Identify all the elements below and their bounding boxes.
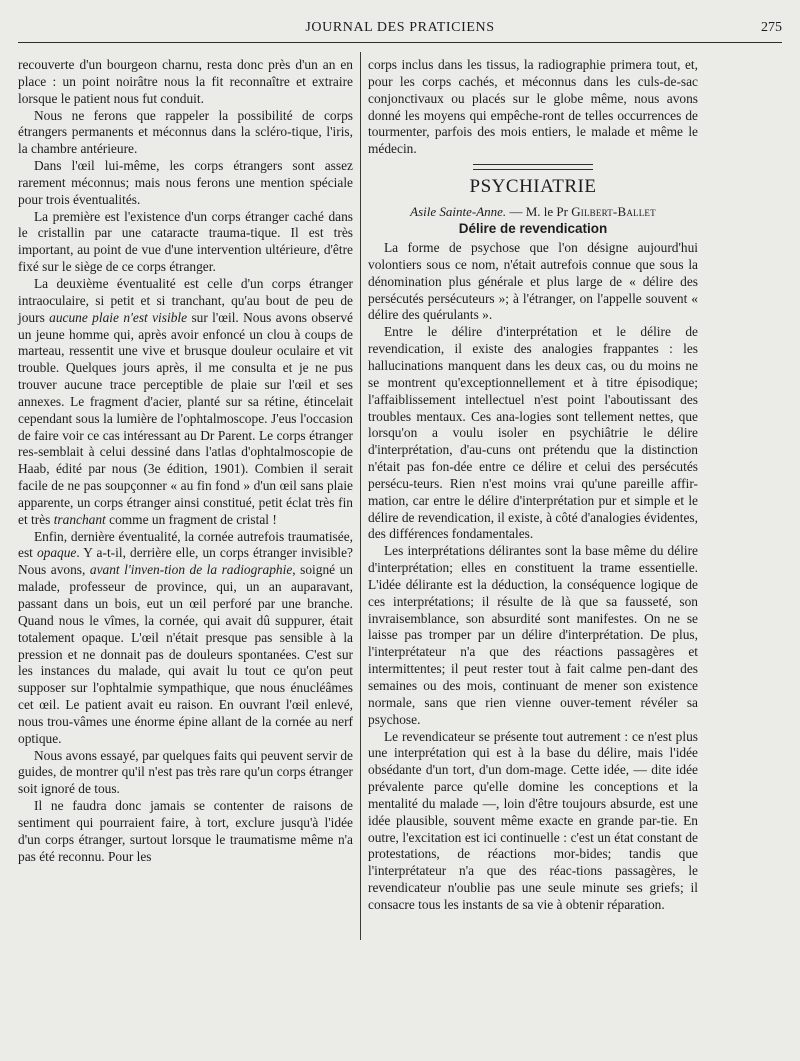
header-rule xyxy=(18,42,782,43)
text-run: sur l'œil. Nous avons observé un jeune homme qui, après avoir enfoncé un clou à coups de marteau, ressentit une vive et brusque douleur oculaire et vit trouble. Quelques jours après, il me consulta et je ne pus trouver aucune trace perceptible de plaie sur l'œil et ses annexes. Le fragment d'acier, planté sur sa rétine, étincelait cependant sous la lumière de l'ophtalmoscope. J'eus l'occasion de faire voir ce cas intéressant au Dr Parent. Le corps étranger res-semblait à celui dessiné dans l'atlas d'ophtalmoscopie de Haab, édité par nous (3e édition, 1901). Combien il serait facile de ne pas soupçonner « au fin fond » d'un œil sans plaie apparente, un corps étranger ainsi constitué, petit éclat très fin et très xyxy=(18,309,353,527)
byline-author: Gilbert-Ballet xyxy=(571,204,656,220)
italic-run: tranchant xyxy=(53,511,106,527)
paragraph: Nous ne ferons que rappeler la possibilité de corps étrangers permanents et méconnus dans la scléro-tique, l'iris, la chambre antérieure. xyxy=(18,107,353,157)
byline xyxy=(368,204,698,220)
text-run: , soigné un malade, professeur de province, qui, un an auparavant, passant dans un bois, eut un œil perforé par une branche. Quand nous le vîmes, la cornée, qui avait dû suppurer, était totalement opaque. L'œil n'était presque pas sensible à la pression et ne donnait pas de douleurs spontanées. C'est sur les instances du malade, qui avait lu tout ce qu'on peut supposer sur l'ophtalmie sympathique, que nous énucléâmes cet œil. Le patient avait eu raison. En ouvrant l'œil enlevé, nous trou-vâmes une énorme épine allant de la cornée au nerf optique. xyxy=(18,562,353,746)
paragraph: Le revendicateur se présente tout autrement : ce n'est plus une interprétation qui est à la base du délire, mais l'idée obsédante d'un tort, d'un dom-mage. Cette idée, — dite idée prévalente parce qu'elle domine les conceptions et la mentalité du malade —, loin d'être toujours absurde, est une idée plausible, souvent même exacte en grande par-tie. En outre, l'excitation est ici continuelle : c'est un état constant de protestations, de réactions mor-bides; tandis que l'interprétateur n'a que des réac-tions passagères, le revendicateur n'oublie pas une seule minute ses griefs; il consacre tous les instants de sa vie à obtenir réparation. xyxy=(368,728,698,912)
page-number: 275 xyxy=(761,20,782,35)
italic-run: avant l'inven-tion de la radiographie xyxy=(89,562,293,578)
paragraph: Entre le délire d'interprétation et le délire de revendication, il existe des analogies frappantes : les hallucinations manquent dans les deux cas, ou du moins ne se montrent qu'exceptionnellement et à titre épisodique; l'affaiblissement intellectuel n'est point l'aboutissant des troubles mentaux. Ces ana-logies sont tellement nettes, que lorsqu'on a voulu isoler en psychiâtrie le délire d'interprétation, d'au-cuns ont prétendu que la distinction n'était pas fon-dée entre ce délire et celui des persécutés persécu-teurs. Rien n'est moins vrai qu'une pareille affir-mation, car entre le délire d'interprétation pur et simple et le délire de revendication, il existe, à côté d'analogies évidentes, des différences fondamentales. xyxy=(368,324,698,542)
paragraph xyxy=(18,276,353,529)
paragraph: Dans l'œil lui-même, les corps étrangers sont assez rarement méconnus; mais nous ferons une mention spéciale pour trois éventualités. xyxy=(18,158,353,207)
section-separator xyxy=(473,164,593,170)
paragraph: La forme de psychose que l'on désigne aujourd'hui volontiers sous ce nom, n'était autrefois connue que sous la dénomination plus générale et plus large de « délire des persécutés persécuteurs »; à l'étranger, on l'appelle souvent « délire des quérulants ». xyxy=(368,240,698,323)
paragraph: Il ne faudra donc jamais se contenter de raisons de sentiment qui pourraient faire, à tort, exclure jusqu'à l'idée d'un corps étranger, surtout lorsque le traumatisme même n'a pas été reconnu. Pour les xyxy=(18,798,353,864)
running-head xyxy=(18,20,782,40)
article-subtitle: Délire de revendication xyxy=(458,221,608,237)
right-column xyxy=(368,57,698,914)
section-title: PSYCHIATRIE xyxy=(469,176,597,198)
italic-run: aucune plaie n'est visible xyxy=(49,309,188,325)
italic-run: opaque xyxy=(36,545,77,561)
byline-institution: Asile Sainte-Anne. xyxy=(410,204,507,220)
text-run: Enfin, dernière éventualité, la cornée autrefois traumatisée, est xyxy=(18,528,353,561)
paragraph: corps inclus dans les tissus, la radiographie primera tout, et, pour les corps cachés, et méconnus dans les culs-de-sac conjonctivaux ou placés sur le globe même, nous avons donné les moyens qui empêche-ront de telles occurrences de tourmenter, parfois des mois entiers, le malade et même le médecin. xyxy=(368,57,698,157)
paragraph: Les interprétations délirantes sont la base même du délire d'interprétation; elles en constituent la trame essentielle. L'idée délirante est la déduction, la conséquence logique de ces interprétations; il résulte de là que sa fausseté, son invraisemblance, son absurdité sont manifestes. On ne se laisse pas tromper par un délire d'interprétation. De plus, l'interprétateur n'a que des réactions passagères et intermittentes; il peut rester tout à fait calme pen-dant des semaines ou des mois, continuant de mener son existence normale, sans que rien vienne ouver-tement révéler sa psychose. xyxy=(368,543,698,727)
journal-title: JOURNAL DES PRATICIENS xyxy=(305,20,495,35)
paragraph: recouverte d'un bourgeon charnu, resta donc près d'un an en place : un point noirâtre nous la fit reconnaître et extraire lorsque le patient nous fut conduit. xyxy=(18,57,353,106)
text-run: comme un fragment de cristal ! xyxy=(105,511,277,527)
text-run: . Y a-t-il, derrière elle, un corps étranger invisible? Nous avons, xyxy=(18,545,353,578)
paragraph xyxy=(18,529,353,748)
paragraph: Nous avons essayé, par quelques faits qui peuvent servir de guides, de montrer qu'il n'est pas très rare qu'un corps étranger soit ignoré de tous. xyxy=(18,747,353,797)
column-divider xyxy=(360,52,361,940)
text-run: La deuxième éventualité est celle d'un corps étranger intraoculaire, si petit et si tranchant, qu'au bout de peu de jours xyxy=(18,275,353,325)
left-column xyxy=(18,57,353,866)
paragraph: La première est l'existence d'un corps étranger caché dans le cristallin par une cataracte trauma-tique. Il est très important, au point de vue d'une intervention ultérieure, d'être fixé sur le siège de ce corps étranger. xyxy=(18,208,353,275)
byline-dash: — M. le Pr xyxy=(506,204,572,220)
